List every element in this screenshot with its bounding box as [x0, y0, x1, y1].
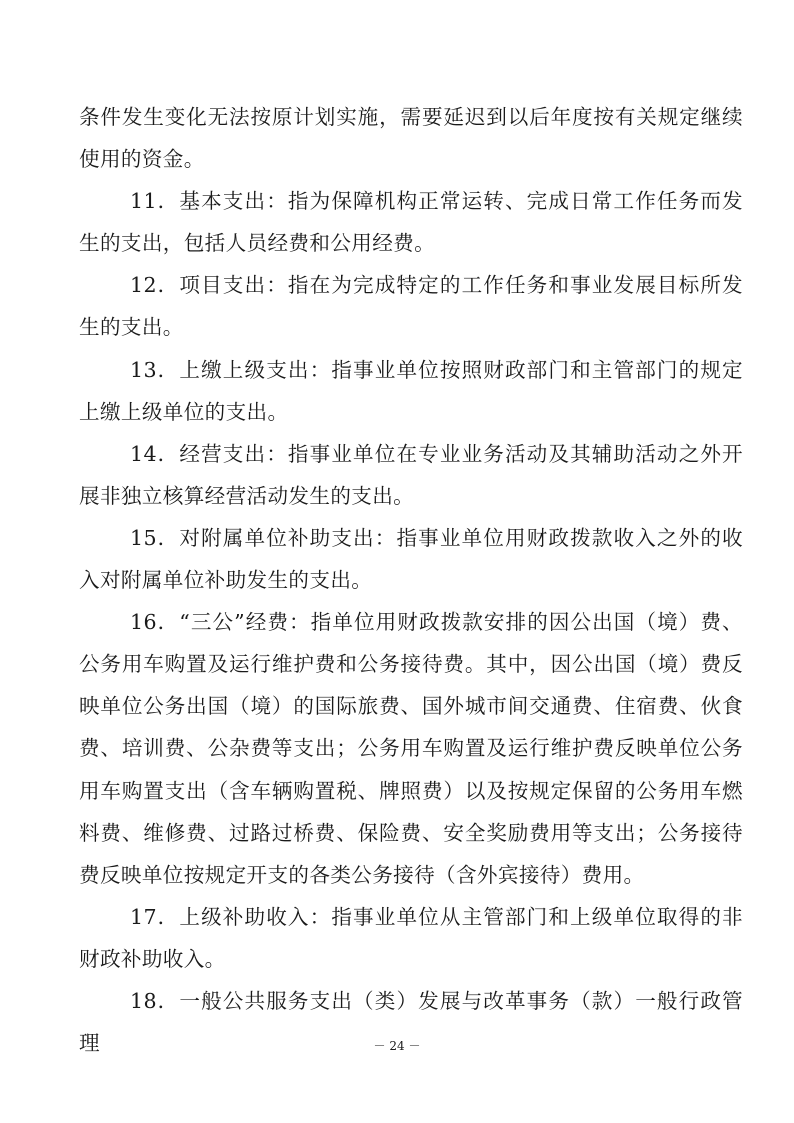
paragraph-item-15: 15．对附属单位补助支出：指事业单位用财政拨款收入之外的收入对附属单位补助发生的支出。: [79, 525, 743, 593]
paragraph-item-17: 17．上级补助收入：指事业单位从主管部门和上级单位取得的非财政补助收入。: [79, 904, 743, 971]
paragraph-continuation: 条件发生变化无法按原计划实施，需要延迟到以后年度按有关规定继续使用的资金。: [79, 105, 743, 172]
paragraph-item-16: 16．“三公”经费：指单位用财政拨款安排的因公出国（境）费、公务用车购置及运行维护费和公务接待费。其中，因公出国（境）费反映单位公务出国（境）的国际旅费、国外城市间交通费、住宿费、伙食费、培训费、公杂费等支出；公务用车购置及运行维护费反映单位公务用车购置支出（含车辆购置税、牌照费）以及按规定保留的公务用车燃料费、维修费、过路过桥费、保险费、安全奖励费用等支出；公务接待费反映单位按规定开支的各类公务接待（含外宾接待）费用。: [79, 610, 743, 887]
paragraph-item-13: 13．上缴上级支出：指事业单位按照财政部门和主管部门的规定上缴上级单位的支出。: [79, 357, 743, 424]
paragraph-item-12: 12．项目支出：指在为完成特定的工作任务和事业发展目标所发生的支出。: [79, 273, 743, 340]
document-body: [79, 96, 743, 1064]
paragraph-item-18: 18．一般公共服务支出（类）发展与改革事务（款）一般行政管理: [79, 988, 743, 1056]
paragraph-item-14: 14．经营支出：指事业单位在专业业务活动及其辅助活动之外开展非独立核算经营活动发生的支出。: [79, 441, 743, 508]
paragraph-item-11: 11．基本支出：指为保障机构正常运转、完成日常工作任务而发生的支出，包括人员经费和公用经费。: [79, 189, 743, 256]
page-number: － 24 －: [373, 1039, 421, 1053]
